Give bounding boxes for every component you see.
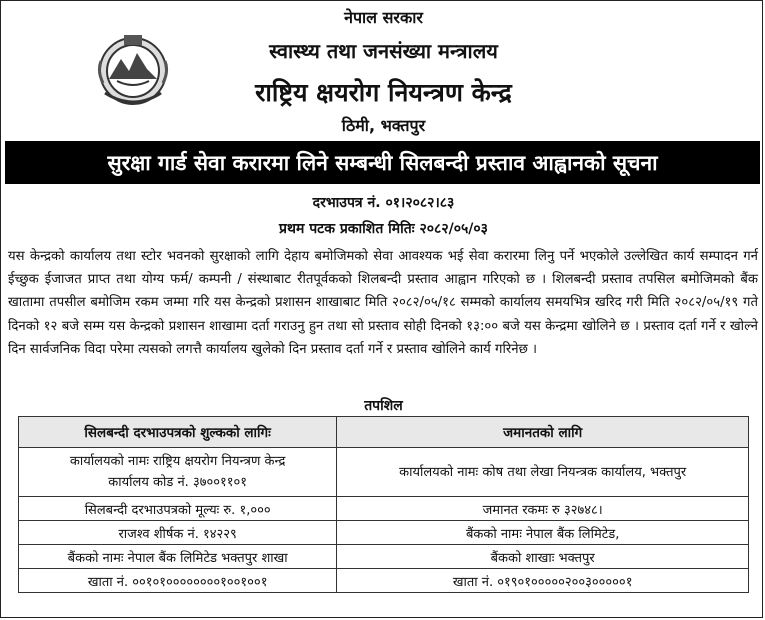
bid-reference-number: दरभाउपत्र नं. ०१।२०८२।८३ [312,195,455,211]
center-title: राष्ट्रिय क्षयरोग नियन्त्रण केन्द्र [255,78,512,107]
table-cell: सिलबन्दी दरभाउपत्रको मूल्यः रु. १,००० [19,497,337,521]
government-title: नेपाल सरकार [344,8,423,27]
table-cell: बैंकको शाखाः भक्तपुर [337,545,749,569]
notice-title: सुरक्षा गार्ड सेवा करारमा लिने सम्बन्धी सिलबन्दी प्रस्ताव आह्वानको सूचना [107,150,658,175]
ministry-title: स्वास्थ्य तथा जनसंख्या मन्त्रालय [269,39,498,63]
table-cell: खाता नं. ०१९०१०००००२००३०००००१ [337,569,749,593]
table-cell: कार्यालयको नामः कोष तथा लेखा नियन्त्रक कार्यालय, भक्तपुर [337,448,749,497]
table-title: तपशिल [364,398,403,414]
table-row [19,448,749,497]
table-cell: बैंकको नामः नेपाल बैंक लिमिटेड, [337,521,749,545]
cell-line: कार्यालय कोड नं. ३७००११०१ [108,475,248,490]
notice-banner [5,141,760,184]
table-cell: राजश्व शीर्षक नं. १४२२९ [19,521,337,545]
table-row [19,497,749,521]
table-cell: खाता नं. ००१०१००००००००१००१००१ [19,569,337,593]
table-row [19,521,749,545]
table-cell [19,448,337,497]
location: ठिमी, भक्तपुर [341,116,426,135]
notice-body: यस केन्द्रको कार्यालय तथा स्टोर भवनको सुरक्षाको लागि देहाय बमोजिमको सेवा आवश्यक भई सेवा करारमा लिनु पर्ने भएकोले उल्लेखित कार्य सम्पादन गर्न ईच्छुक ईजाजत प्राप्त तथा योग्य फर्म/ कम्पनी / संस्थाबाट रीतपूर्वकको शिलबन्दी प्रस्ताव आह्वान गरिएको छ । शिलबन्दी प्रस्ताव तपसिल बमोजिमको बैंक खातामा तपसील बमोजिम रकम जम्मा गरि यस केन्द्रको प्रशासन शाखाबाट मिति २०८२/०५/१८ सम्मको कार्यालय समयभित्र खरिद गरी मिति २०८२/०५/१९ गते दिनको १२ बजे सम्म यस केन्द्रको प्रशासन शाखामा दर्ता गराउनु हुन तथा सो प्रस्ताव सोही दिनको १३:०० बजे यस केन्द्रमा खोलिने छ । प्रस्ताव दर्ता गर्ने र खोल्ने दिन सार्वजनिक विदा परेमा त्यसको लगत्तै कार्यालय खुलेको दिन प्रस्ताव दर्ता गर्ने र प्रस्ताव खोलिने कार्य गरिनेछ । [8,249,758,357]
table-header-row [19,417,749,448]
publication-date: प्रथम पटक प्रकाशित मितिः २०८२/०५/०३ [279,221,488,237]
table-cell: जमानत रकमः रु ३२७४८। [337,497,749,521]
payment-details-table [18,416,749,593]
table-row [19,569,749,593]
cell-line: कार्यालयको नामः राष्ट्रिय क्षयरोग नियन्त्रण केन्द्र [69,454,286,469]
table-cell: बैंकको नामः नेपाल बैंक लिमिटेड भक्तपुर शाखा [19,545,337,569]
column-header: जमानतको लागि [337,417,749,448]
table-row [19,545,749,569]
column-header: सिलबन्दी दरभाउपत्रको शुल्कको लागिः [19,417,337,448]
